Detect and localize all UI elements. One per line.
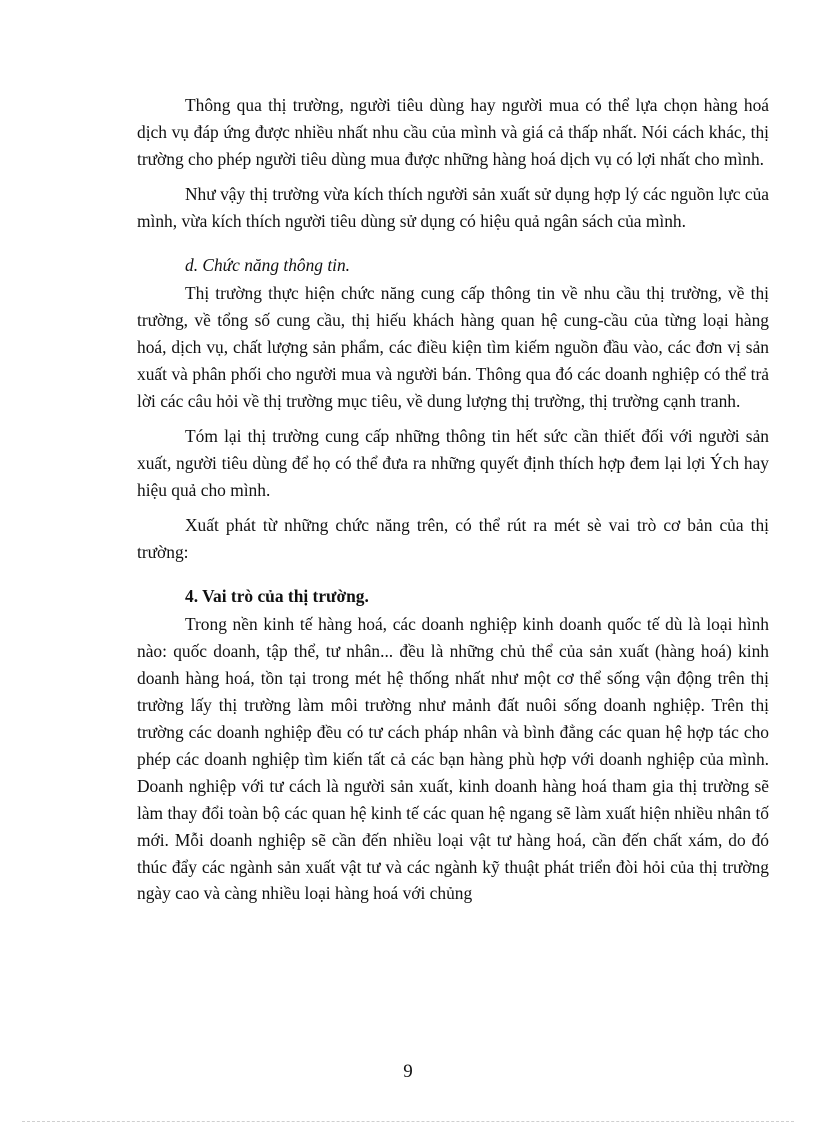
section-4-heading: 4. Vai trò của thị trường. xyxy=(185,585,369,606)
paragraph-market-stimulus: Như vậy thị trường vừa kích thích người sản xuất sử dụng hợp lý các nguồn lực của mình, vừa kích thích người tiêu dùng sử dụng có hiệu quả ngân sách của mình. xyxy=(137,183,769,231)
paragraph-summary: Tóm lại thị trường cung cấp những thông tin hết sức cần thiết đối với người sản xuất, người tiêu dùng để họ có thể đưa ra những quyết định thích hợp đem lại lợi Ých hay hiệu quả cho mình. xyxy=(137,425,769,500)
section-d-heading: d. Chức năng thông tin. xyxy=(185,254,351,275)
paragraph-market-choice: Thông qua thị trường, người tiêu dùng hay người mua có thể lựa chọn hàng hoá dịch vụ đáp ứng được nhiều nhất nhu cầu của mình và giá cả thấp nhất. Nói cách khác, thị trường cho phép người tiêu dùng mua được những hàng hoá dịch vụ có lợi nhất cho mình. xyxy=(137,95,769,169)
paragraph-information-function: Thị trường thực hiện chức năng cung cấp thông tin về nhu cầu thị trường, về thị trường, về tổng số cung cầu, thị hiếu khách hàng quan hệ cung-cầu của từng loại hàng hoá, dịch vụ, chất lượng sản phẩm, các điều kiện tìm kiếm nguồn đầu vào, các đơn vị sản xuất và phân phối cho người mua và người bán. Thông qua đó các doanh nghiệp có thể trả lời các câu hỏi về thị trường mục tiêu, về dung lượng thị trường, thị trường cạnh tranh. xyxy=(137,283,769,412)
page-bottom-divider xyxy=(22,1121,794,1122)
page-body xyxy=(137,92,769,907)
paragraph-conclusion: Xuất phát từ những chức năng trên, có thể rút ra mét sè vai trò cơ bản của thị trường: xyxy=(137,514,769,562)
page-number: 9 xyxy=(403,1061,413,1082)
paragraph-market-role: Trong nền kinh tế hàng hoá, các doanh nghiệp kinh doanh quốc tế dù là loại hình nào: quốc doanh, tập thể, tư nhân... đều là những chủ thể của sản xuất (hàng hoá) kinh doanh hàng hoá, tồn tại trong mét hệ thống nhất như một cơ thể sống vận động trên thị trường lấy thị trường làm môi trường như mảnh đất nuôi sống doanh nghiệp. Trên thị trường các doanh nghiệp đều có tư cách pháp nhân và bình đẳng các quan hệ hợp tác cho phép các doanh nghiệp tìm kiến tất cả các bạn hàng phù hợp với doanh nghiệp của mình. Doanh nghiệp với tư cách là người sản xuất, kinh doanh hàng hoá tham gia thị trường sẽ làm thay đổi toàn bộ các quan hệ kinh tế các quan hệ ngang sẽ làm xuất hiện nhiều nhân tố mới. Mỗi doanh nghiệp sẽ cần đến nhiều loại vật tư hàng hoá, cần đến chất xám, do đó thúc đẩy các ngành sản xuất vật tư và các ngành kỹ thuật phát triển đòi hỏi của thị trường ngày cao và càng nhiều loại hàng hoá với chủng xyxy=(137,614,769,904)
